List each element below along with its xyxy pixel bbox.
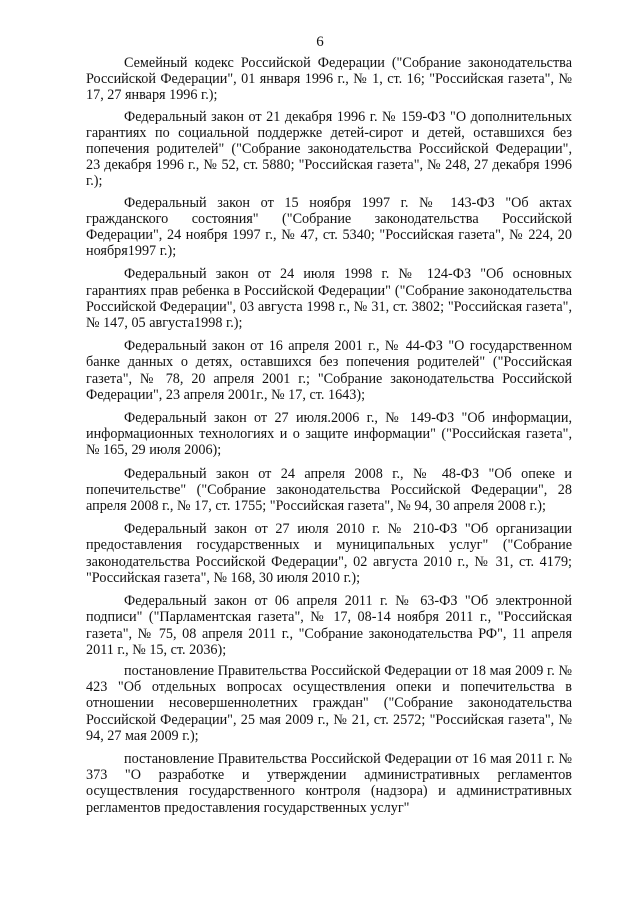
paragraph-law-44fz: Федеральный закон от 16 апреля 2001 г., № 44-ФЗ "О государственном банке данных о детях, оставшихся без попечения родителей" ("Российская газета", № 78, 20 апреля 2001 г.; "Собрание законодательства Российской Федерации", 23 апреля 2001г., № 17, ст. 1643); (86, 338, 572, 403)
page-number: 6 (316, 34, 324, 50)
paragraph-law-63fz: Федеральный закон от 06 апреля 2011 г. № 63-ФЗ "Об электронной подписи" ("Парламентская газета", № 17, 08-14 ноября 2011 г., "Российская газета", № 75, 08 апреля 2011 г., "Собрание законодательства РФ", 11 апреля 2011 г., № 15, ст. 2036); (86, 593, 572, 658)
paragraph-law-149fz: Федеральный закон от 27 июля.2006 г., № 149-ФЗ "Об информации, информационных технологиях и о защите информации" ("Российская газета", № 165, 29 июля 2006); (86, 410, 572, 459)
paragraph-family-code: Семейный кодекс Российской Федерации ("Собрание законодательства Российской Федерации", 01 января 1996 г., № 1, ст. 16; "Российская газета", № 17, 27 января 1996 г.); (86, 55, 572, 104)
paragraph-law-143fz: Федеральный закон от 15 ноября 1997 г. № 143-ФЗ "Об актах гражданского состояния" ("Собрание законодательства Российской Федерации", 24 ноября 1997 г., № 47, ст. 5340; "Российская газета", № 224, 20 ноября1997 г.); (86, 194, 572, 260)
document-body (86, 55, 572, 821)
paragraph-resolution-423: постановление Правительства Российской Федерации от 18 мая 2009 г. № 423 "Об отдельных вопросах осуществления опеки и попечительства в отношении несовершеннолетних граждан" ("Собрание законодательства Российской Федерации", 25 мая 2009 г., № 21, ст. 2572; "Российская газета", № 94, 27 мая 2009 г.); (86, 662, 572, 744)
paragraph-law-210fz: Федеральный закон от 27 июля 2010 г. № 210-ФЗ "Об организации предоставления государственных и муниципальных услуг" ("Собрание законодательства Российской Федерации", 02 августа 2010 г., № 31, ст. 4179; "Российская газета", № 168, 30 июля 2010 г.); (86, 521, 572, 586)
paragraph-law-48fz: Федеральный закон от 24 апреля 2008 г., № 48-ФЗ "Об опеке и попечительстве" ("Собрание законодательства Российской Федерации", 28 апреля 2008 г., № 17, ст. 1755; "Российская газета", № 94, 30 апреля 2008 г.); (86, 465, 572, 515)
paragraph-law-159fz: Федеральный закон от 21 декабря 1996 г. № 159-ФЗ "О дополнительных гарантиях по социальной поддержке детей-сирот и детей, оставшихся без попечения родителей" ("Собрание законодательства Российской Федерации", 23 декабря 1996 г., № 52, ст. 5880; "Российская газета", № 248, 27 декабря 1996 г.); (86, 108, 572, 190)
paragraph-law-124fz: Федеральный закон от 24 июля 1998 г. № 124-ФЗ "Об основных гарантиях прав ребенка в Российской Федерации" ("Собрание законодательства Российской Федерации", 03 августа 1998 г., № 31, ст. 3802; "Российская газета", № 147, 05 августа1998 г.); (86, 266, 572, 332)
paragraph-resolution-373: постановление Правительства Российской Федерации от 16 мая 2011 г. № 373 "О разработке и утверждении административных регламентов осуществления государственного контроля (надзора) и административных регламентов предоставления государственных услуг" (86, 750, 572, 816)
